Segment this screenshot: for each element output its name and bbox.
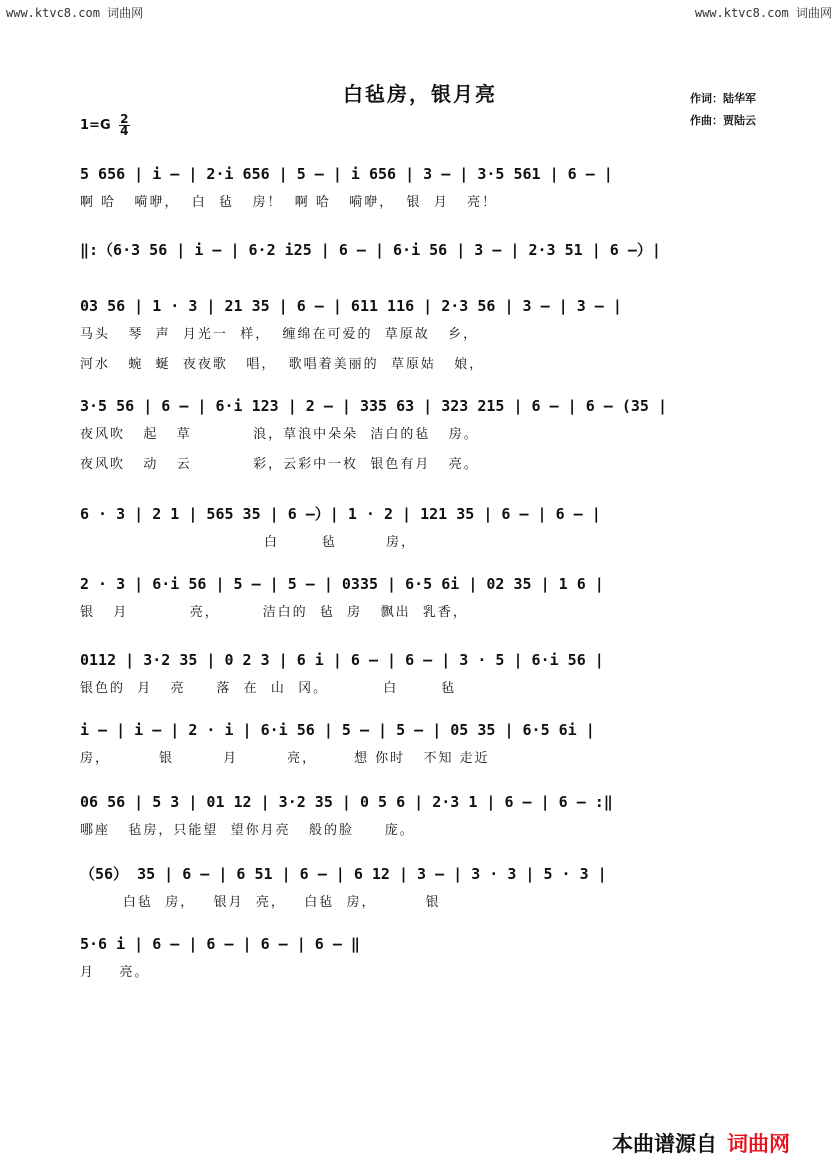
notation-line: ‖:（6·3 56 | i – | 6·2 i25 | 6 – | 6·i 56 | 3 – | 2·3 51 | 6 –）|	[80, 241, 661, 259]
lyric-line: 房， 银 月 亮， 想 你时 不知 走近	[80, 751, 490, 766]
score-system	[80, 716, 760, 774]
lyric-line: 白 毡 房，	[80, 535, 416, 550]
score-system	[80, 860, 760, 918]
watermark-left: www.ktvc8.com 词曲网	[6, 6, 144, 20]
lyric-line: 夜风吹 起 草 浪，草浪中朵朵 洁白的毡 房。	[80, 427, 479, 442]
score-system	[80, 788, 760, 846]
notation-line: 0112 | 3·2 35 | 0 2 3 | 6 i | 6 – | 6 – | 3 · 5 | 6·i 56 |	[80, 651, 604, 669]
lyric-line: 银色的 月 亮 落 在 山 冈。 白 毡	[80, 681, 457, 696]
notation-line: 5·6 i | 6 – | 6 – | 6 – | 6 – ‖	[80, 935, 360, 953]
score-system	[80, 570, 760, 628]
logo-text-source: 本曲谱源自	[612, 1132, 717, 1156]
notation-line: 6 · 3 | 2 1 | 565 35 | 6 –）| 1 · 2 | 121 35 | 6 – | 6 – |	[80, 505, 601, 523]
credits	[690, 88, 756, 132]
lyric-line: 哪座 毡房，只能望 望你月亮 般的脸 庞。	[80, 823, 415, 838]
notation-line: 06 56 | 5 3 | 01 12 | 3·2 35 | 0 5 6 | 2·3 1 | 6 – | 6 – :‖	[80, 793, 613, 811]
score-system	[80, 236, 760, 264]
lyricist: 作词：陆华军	[690, 92, 756, 105]
notation-line: （56） 35 | 6 – | 6 51 | 6 – | 6 12 | 3 – | 3 · 3 | 5 · 3 |	[80, 865, 607, 883]
notation-line: 2 · 3 | 6·i 56 | 5 – | 5 – | 0335 | 6·5 6i | 02 35 | 1 6 |	[80, 575, 604, 593]
score-system	[80, 160, 760, 218]
notation-line: i – | i – | 2 · i | 6·i 56 | 5 – | 5 – | 05 35 | 6·5 6i |	[80, 721, 595, 739]
lyric-line: 白毡 房， 银月 亮， 白毡 房， 银	[80, 895, 441, 910]
watermark-right: www.ktvc8.com 词曲网	[694, 6, 832, 20]
score-system	[80, 292, 760, 380]
key-label: 1=G	[80, 118, 111, 133]
score-system	[80, 930, 760, 988]
score-system	[80, 646, 760, 704]
key-signature	[80, 114, 130, 137]
lyric-line: 月 亮。	[80, 965, 150, 980]
score-system	[80, 500, 760, 558]
lyric-line: 银 月 亮， 洁白的 毡 房 飘出 乳香，	[80, 605, 468, 620]
lyric-line: 啊 哈 嗬咿， 白 毡 房！ 啊 哈 嗬咿， 银 月 亮！	[80, 195, 498, 210]
meter-bottom: 4	[120, 124, 129, 138]
lyric-line: 河水 蜿 蜒 夜夜歌 唱， 歌唱着美丽的 草原姑 娘，	[80, 357, 485, 372]
notation-line: 3·5 56 | 6 – | 6·i 123 | 2 – | 335 63 | 323 215 | 6 – | 6 – (35 |	[80, 397, 667, 415]
logo-text-site: 词曲网	[727, 1132, 790, 1156]
notation-line: 03 56 | 1 · 3 | 21 35 | 6 – | 611 116 | 2·3 56 | 3 – | 3 – |	[80, 297, 622, 315]
lyric-line: 马头 琴 声 月光一 样， 缠绵在可爱的 草原故 乡，	[80, 327, 479, 342]
source-logo	[612, 1128, 790, 1158]
song-title: 白毡房，银月亮	[343, 82, 497, 106]
lyric-line: 夜风吹 动 云 彩，云彩中一枚 银色有月 亮。	[80, 457, 479, 472]
score-system	[80, 392, 760, 480]
time-signature	[119, 114, 129, 137]
notation-line: 5 656 | i – | 2·i 656 | 5 – | i 656 | 3 – | 3·5 561 | 6 – |	[80, 165, 613, 183]
composer: 作曲：贾陆云	[690, 114, 756, 127]
meter-top: 2	[120, 112, 129, 126]
